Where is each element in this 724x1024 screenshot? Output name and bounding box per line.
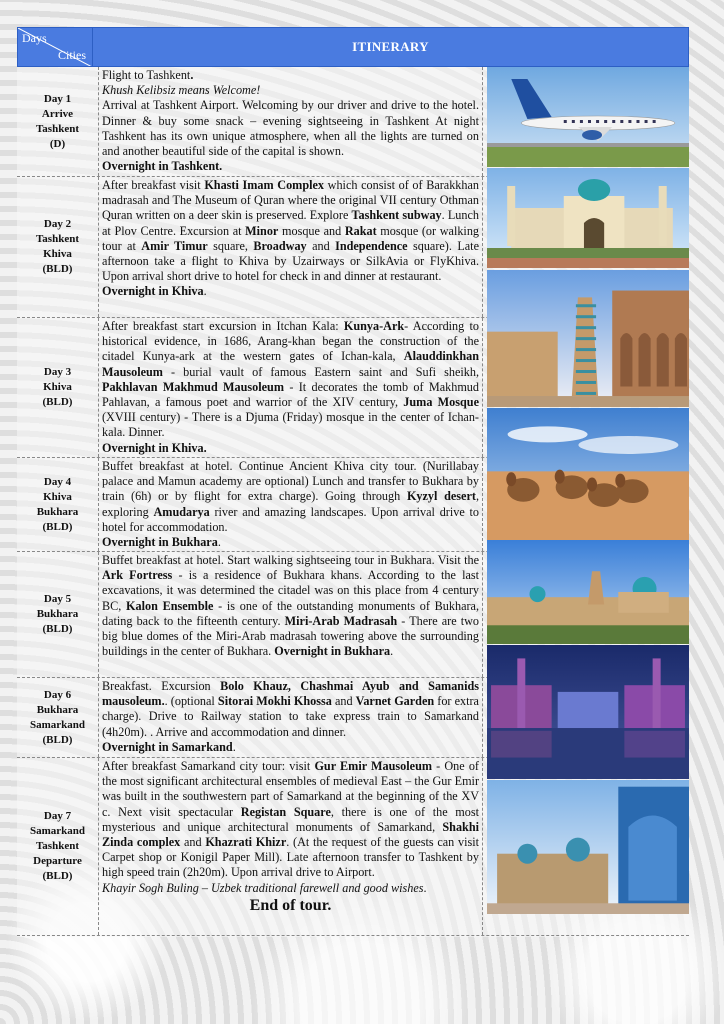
day-cell <box>17 758 99 935</box>
description-paragraph <box>102 759 479 881</box>
bold-text: Overnight in Samarkand <box>102 739 233 754</box>
description-paragraph <box>102 98 479 159</box>
days-cities-header-cell <box>17 27 93 67</box>
city-label: Khiva <box>43 248 72 260</box>
bold-text: Overnight in Bukhara <box>274 644 391 659</box>
day-description <box>99 678 483 757</box>
text-run: After breakfast Samarkand city tour: visit <box>102 759 315 773</box>
description-paragraph <box>102 441 479 456</box>
bold-text: Broadway <box>253 238 307 253</box>
bold-text: Gur Emir Mausoleum <box>314 759 432 773</box>
day-label: Day 2 <box>43 218 72 230</box>
day-cell <box>17 318 99 457</box>
cities-header-label: Cities <box>57 48 86 62</box>
itinerary-header-label: ITINERARY <box>93 27 689 67</box>
text-run: . <box>232 739 236 754</box>
bold-text: Juma Mosque <box>403 395 479 410</box>
text-run: and <box>180 835 206 850</box>
text-run: which consist of of Barakkhan madrasah and The Museum of Quran where the original VII century Othman Quran written on a deer skin is preserved. Explore <box>102 178 479 223</box>
city-label: Khiva <box>43 490 72 503</box>
camels-desert-photo-image <box>487 408 689 540</box>
day-label: Day 6 <box>43 688 72 701</box>
bold-text: Kunya-Ark <box>343 319 405 333</box>
bold-text: Khasti Imam Complex <box>204 178 325 192</box>
end-of-tour: End of tour. <box>249 896 332 914</box>
airplane-photo <box>487 67 689 167</box>
airplane-photo-image <box>487 67 689 167</box>
day-description <box>99 758 483 935</box>
city-label: Samarkand <box>29 718 86 731</box>
city-label: (BLD) <box>42 870 73 882</box>
bold-text: Khazrati Khizr <box>205 835 287 850</box>
text-run: - One of the most significant architectural ensembles of medieval East – the Gur Emir was built in the southwestern part of Samarkand at the beginning of the XV c. Next visit spectacular <box>102 759 479 819</box>
bold-text: . <box>190 68 194 82</box>
text-run: . (At the request of the guests can visit Carpet shop or Konigil Paper Mill). Late afternoon transfer to Tashkent by high speed train (2h20m). Upon arrival drive to Airport. <box>102 835 479 880</box>
text-run: . <box>390 644 394 659</box>
text-run: - According to historical evidence, in 1686, Arang-khan began the construction of the citadel Kunya-ark at the western gates of Ichan-kala, <box>102 319 479 364</box>
text-run: (XVIII century) - There is a Djuma (Friday) mosque in the center of Ichan-kala. Dinner. <box>102 410 479 440</box>
khiva-minaret-photo-image <box>487 270 689 407</box>
day-cell <box>17 177 99 317</box>
bold-text: Pakhlavan Makhmud Mausoleum <box>102 379 284 394</box>
bold-text: Varnet Garden <box>355 694 435 709</box>
text-run: mosque (or walking tour at <box>102 223 480 253</box>
days-header-label: Days <box>22 31 47 45</box>
text-run: and <box>306 238 336 253</box>
city-label: Tashkent <box>35 122 79 135</box>
text-run: Buffet breakfast at hotel. Continue Ancient Khiva city tour. (Nurillabay palace and Mamun academy are optional) Lunch and transfer to Bukhara by train (6h) or by flight for extra charge). Going through <box>102 459 479 504</box>
khasti-imam-photo-image <box>487 168 689 268</box>
city-label: Khiva <box>43 381 72 393</box>
text-run: square, <box>207 238 254 253</box>
text-run: . <box>217 535 221 550</box>
day-label: Day 4 <box>43 475 72 488</box>
camels-desert-photo <box>487 408 689 540</box>
text-run: - It decorates the tomb of Makhmud Pahlavan, a famous poet and warrior of the XIV century, <box>102 379 479 410</box>
description-paragraph <box>102 319 479 441</box>
day-description <box>99 552 483 677</box>
text-run: . Lunch at Plov Centre. Excursion at <box>102 208 479 238</box>
bold-text: Miri-Arab Madrasah <box>284 613 398 628</box>
shakhi-zinda-photo-image <box>487 780 689 914</box>
city-label: (BLD) <box>42 396 73 408</box>
city-label: Bukhara <box>36 505 79 518</box>
day-cell <box>17 67 99 176</box>
description-paragraph <box>102 740 479 755</box>
registan-night-photo-image <box>487 645 689 779</box>
day-label: Day 7 <box>43 810 72 822</box>
city-label: (BLD) <box>42 733 73 746</box>
day-cell <box>17 458 99 551</box>
registan-night-photo <box>487 645 689 779</box>
day-description <box>99 177 483 317</box>
text-run: After breakfast visit <box>102 178 205 192</box>
italic-text: Khush Kelibsiz means Welcome! <box>102 83 261 98</box>
shakhi-zinda-photo <box>487 780 689 914</box>
text-run: - There are two big blue domes of the Miri-Arab madrasah towering above the surrounding buildings in the center of Bukhara. <box>102 613 480 659</box>
text-run: , there is one of the most mysterious and unique architectural monuments of Samarkand, <box>102 804 480 834</box>
bold-text: Minor <box>245 223 279 238</box>
text-run: . (optional <box>164 694 218 709</box>
text-run: for extra charge). Drive to Railway station to take express train to Samarkand (4h20m). . Arrive and accommodation and dinner. <box>102 694 479 739</box>
description-paragraph <box>102 535 479 550</box>
text-run: and <box>331 694 356 709</box>
bold-text: Sitorai Mokhi Khossa <box>217 694 332 709</box>
khasti-imam-photo <box>487 168 689 268</box>
text-run: - burial vault of famous Eastern saint and Sufi sheikh, <box>162 364 479 379</box>
bold-text: Kalon Ensemble <box>126 598 214 613</box>
bold-text: Overnight in Tashkent. <box>102 159 223 174</box>
bold-text: Kyzyl desert <box>406 489 476 504</box>
text-run: . <box>203 284 207 299</box>
bold-text: Overnight in Khiva <box>102 284 204 299</box>
bold-text: Bolo Khauz, Chashmai Ayub and Samanids mausoleum. <box>102 679 479 709</box>
bold-text: Registan Square <box>240 804 331 819</box>
italic-text: Khayir Sogh Buling – Uzbek traditional farewell and good wishes <box>102 880 424 895</box>
text-run: . <box>423 880 427 895</box>
description-paragraph <box>102 284 479 299</box>
text-run: mosque and <box>278 223 345 238</box>
text-run: - is a residence of Bukhara khans. According to the last excavations, it was determined the citadel was on this place from 4 century BC, <box>102 568 479 613</box>
text-run: Breakfast. Excursion <box>102 679 221 693</box>
city-label: Tashkent <box>35 840 79 852</box>
description-paragraph <box>102 178 479 284</box>
city-label: (BLD) <box>42 623 73 635</box>
day-label: Day 5 <box>43 593 72 605</box>
bold-text: Tashkent subway <box>351 208 442 223</box>
bold-text: Rakat <box>344 223 377 238</box>
khiva-minaret-photo <box>487 270 689 407</box>
bukhara-panorama-photo-image <box>487 540 689 644</box>
day-cell <box>17 552 99 677</box>
city-label: Arrive <box>41 107 74 120</box>
bold-text: Independence <box>335 238 408 253</box>
city-label: Bukhara <box>36 608 79 620</box>
bold-text: Alauddinkhan Mausoleum <box>102 349 479 379</box>
description-paragraph <box>102 159 479 174</box>
city-label: Departure <box>33 855 82 867</box>
text-run: , exploring <box>102 489 479 519</box>
city-label: (BLD) <box>42 520 73 533</box>
bold-text: Overnight in Bukhara <box>102 535 218 550</box>
bold-text: Shakhi Zinda complex <box>102 819 479 850</box>
text-run: After breakfast start excursion in Itchan Kala: <box>102 319 344 333</box>
day-label: Day 1 <box>43 92 72 105</box>
bold-text: Ark Fortress <box>102 568 173 583</box>
bold-text: Amudarya <box>153 504 210 519</box>
description-paragraph <box>102 68 479 83</box>
text-run: Arrival at Tashkent Airport. Welcoming by our driver and drive to the hotel. Dinner & buy some snack – evening sightseeing in Tashkent At night Tashkent has its own unique atmosphere, when all the lights are turned on and another beautiful side of the capital is shown. <box>102 98 479 159</box>
text-run: river and amazing landscapes. Upon arrival drive to hotel for accommodation. <box>102 504 479 534</box>
city-label: (BLD) <box>42 263 73 275</box>
day-description <box>99 318 483 457</box>
bold-text: Amir Timur <box>141 238 208 253</box>
description-paragraph <box>102 553 479 659</box>
description-paragraph <box>102 679 479 740</box>
day-cell <box>17 678 99 757</box>
bold-text: Overnight in Khiva. <box>102 440 207 455</box>
text-run: - is one of the outstanding monuments of Bukhara, dating back to the fifteenth century. <box>102 598 480 628</box>
day-description <box>99 458 483 551</box>
description-paragraph <box>102 459 479 535</box>
city-label: Tashkent <box>35 233 79 245</box>
day-description <box>99 67 483 176</box>
table-header <box>17 27 689 67</box>
text-run: Flight to Tashkent <box>102 68 191 82</box>
city-label: Bukhara <box>36 703 79 716</box>
city-label: Samarkand <box>29 825 86 837</box>
day-label: Day 3 <box>43 366 72 378</box>
bukhara-panorama-photo <box>487 540 689 644</box>
city-label: (D) <box>49 137 66 150</box>
text-run: square). Late afternoon take a flight to Khiva by Uzairways or SilkAvia or FlyKhiva. Upon arrival short drive to hotel for check in and dinner at restaurant. <box>102 238 479 284</box>
description-paragraph <box>102 83 479 98</box>
text-run: Buffet breakfast at hotel. Start walking sightseeing tour in Bukhara. Visit the <box>102 553 479 567</box>
description-paragraph <box>102 881 479 896</box>
